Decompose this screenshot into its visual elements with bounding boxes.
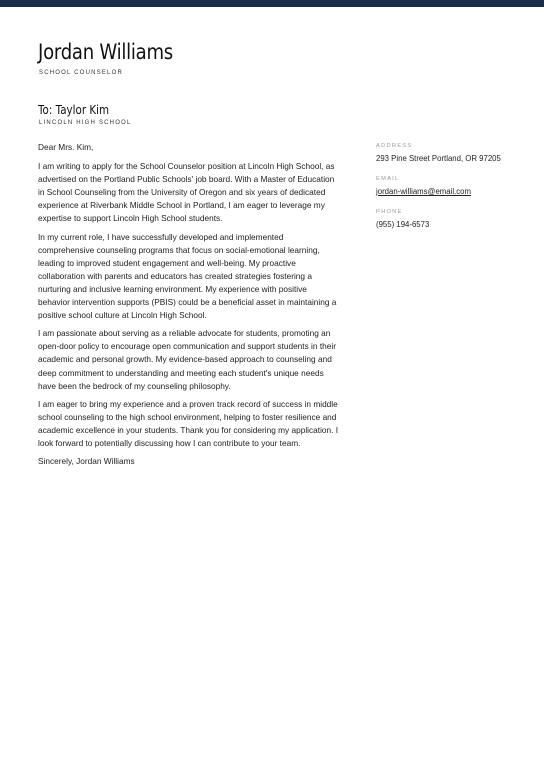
top-accent-bar bbox=[0, 0, 544, 7]
letter-paragraph-1: I am writing to apply for the School Counselor position at Lincoln High School, as advertised on the Portland Public Schools' job board. With a Master of Education in School Counseling from the University of Oregon and six years of dedicated experience at Riverbank Middle School in Portland, I am eager to leverage my expertise to support Lincoln High School students. bbox=[38, 161, 335, 224]
closing: Sincerely, Jordan Williams bbox=[38, 456, 135, 467]
letter-body bbox=[38, 141, 340, 473]
salutation: Dear Mrs. Kim, bbox=[38, 142, 94, 152]
phone-value: (955) 194-6573 bbox=[376, 220, 430, 229]
recipient-organization: LINCOLN HIGH SCHOOL bbox=[39, 120, 132, 126]
contact-sidebar bbox=[376, 143, 526, 242]
applicant-name: Jordan Williams bbox=[38, 40, 173, 64]
address-label: ADDRESS bbox=[376, 143, 413, 149]
phone-label: PHONE bbox=[376, 209, 403, 215]
applicant-title: SCHOOL COUNSELOR bbox=[39, 70, 123, 76]
letter-paragraph-2: In my current role, I have successfully developed and implemented comprehensive counseling programs that focus on social-emotional learning, leading to improved student engagement and well-being. My proactive collaboration with parents and educators has created strategies fostering a nurturing and inclusive learning environment. My experience with positive behavior intervention supports (PBIS) could be a beneficial asset in maintaining a positive school culture at Lincoln High School. bbox=[38, 231, 337, 321]
letter-paragraph-3: I am passionate about serving as a reliable advocate for students, promoting an open-door policy to encourage open communication and support students in their academic and personal growth. My evidence-based approach to counseling and deep commitment to understanding and meeting each student's unique needs have been the bedrock of my counseling philosophy. bbox=[38, 328, 336, 391]
letter-paragraph-4: I am eager to bring my experience and a proven track record of success in middle school counseling to the high school environment, helping to foster resilience and academic excellence in your students. Thank you for considering my application. I look forward to potentially discussing how I can contribute to your team. bbox=[38, 398, 339, 448]
address-value: 293 Pine Street Portland, OR 97205 bbox=[376, 154, 501, 163]
email-link[interactable]: jordan-williams@email.com bbox=[376, 187, 472, 196]
email-label: EMAIL bbox=[376, 176, 400, 182]
recipient-name: To: Taylor Kim bbox=[38, 103, 110, 117]
